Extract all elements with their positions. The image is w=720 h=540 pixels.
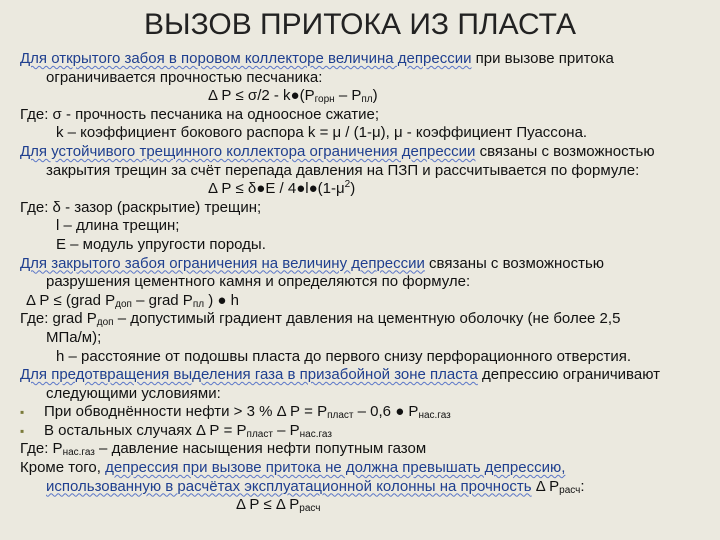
bullet-icon: ▪ bbox=[20, 405, 25, 420]
formula-sandstone: Δ $Р \le \sigma/2 - k●(Р_{горн} - Р_{пл})$ bbox=[208, 87, 378, 106]
highlight-text: Для закрытого забоя ограничения на величину депрессии bbox=[20, 254, 425, 272]
definition-delta: Где: δ - зазор (раскрытие) трещин; bbox=[20, 198, 262, 216]
paragraph-open-face bbox=[20, 50, 706, 69]
text: при вызове притока bbox=[471, 50, 614, 67]
slide-body bbox=[20, 50, 706, 515]
paragraph-fractured bbox=[20, 143, 706, 162]
definition-h: h – расстояние от подошвы пласта до первого снизу перфорационного отверстия. bbox=[56, 347, 632, 365]
definition-sigma: Где: σ - прочность песчаника на одноосное сжатие; bbox=[20, 105, 380, 123]
formula-fracture: Δ Р ≤ δ●Е / $4●l●(1-\mu^2)$ bbox=[208, 179, 356, 198]
paragraph-casing bbox=[20, 459, 706, 478]
highlight-text: Для устойчивого трещинного коллектора ограничения депрессии bbox=[20, 142, 476, 160]
paragraph-line: следующими условиями: bbox=[46, 384, 221, 402]
definition-psat: Где: $Р_{нас.газ}$ – давление насыщения нефти попутным газом bbox=[20, 440, 427, 459]
paragraph-line: использованную в расчётах эксплуатационной колонны на прочность Δ $Р_{расч}$: bbox=[46, 477, 585, 496]
slide-title: ВЫЗОВ ПРИТОКА ИЗ ПЛАСТА bbox=[144, 8, 576, 41]
text: связаны с возможностью bbox=[424, 254, 605, 272]
paragraph-closed-face bbox=[20, 255, 706, 274]
definition-k: k – коэффициент бокового распора k = μ / (1-μ), μ - коэффициент Пуассона. bbox=[56, 124, 588, 142]
paragraph-gas bbox=[20, 366, 706, 385]
text: Кроме того, bbox=[20, 459, 106, 477]
highlight-text: Для предотвращения выделения газа в призабойной зоне пласта bbox=[20, 366, 478, 384]
definition-l: l – длина трещин; bbox=[56, 217, 180, 235]
bullet-icon: ▪ bbox=[20, 423, 25, 438]
highlight-text: Для открытого забоя в поровом коллекторе величина депрессии bbox=[20, 50, 472, 67]
paragraph-line: закрытия трещин за счёт перепада давления на ПЗП и рассчитывается по формуле: bbox=[46, 161, 640, 179]
highlight-text: использованную в расчётах эксплуатационной колонны на прочность bbox=[46, 477, 532, 495]
bullet-item-2: ▪ В остальных случаях Δ $Р = Р_{пласт} - Р_{нас.газ}$ bbox=[20, 421, 332, 440]
definition-grad-cont: МПа/м); bbox=[46, 328, 102, 346]
text: связаны с возможностью bbox=[475, 142, 655, 160]
highlight-text: депрессия при вызове притока не должна превышать депрессию, bbox=[105, 459, 566, 477]
definition-grad: Где: grad $Р_{доп}$ – допустимый градиент давления на цементную оболочку (не более 2,5 bbox=[20, 310, 621, 329]
formula-cement: Δ Р ≤ (grad $Р_{доп}$ – grad $Р_{пл}$ ) ● h bbox=[26, 291, 239, 310]
formula-casing: Δ Р ≤ Δ $Р_{расч}$ bbox=[236, 496, 321, 515]
text: депрессию ограничивают bbox=[477, 366, 660, 384]
bullet-item-1: ▪ При обводнённости нефти > 3 % Δ $Р = Р_{пласт} - 0,6$ ● $Р_{нас.газ}$ bbox=[20, 403, 451, 422]
paragraph-line: разрушения цементного камня и определяются по формуле: bbox=[46, 273, 471, 291]
paragraph-line: ограничивается прочностью песчаника: bbox=[46, 68, 323, 86]
definition-e: Е – модуль упругости породы. bbox=[56, 235, 266, 253]
